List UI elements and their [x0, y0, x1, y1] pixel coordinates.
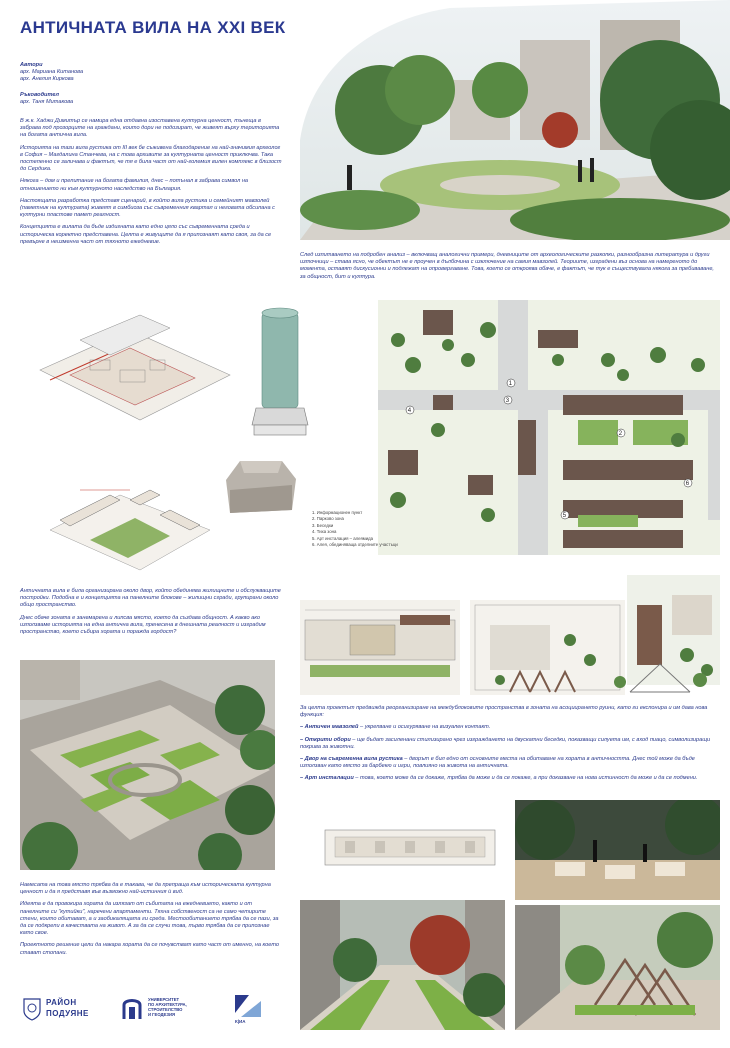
intro-paragraph: Настоящата разработка представя сценарий, в който вила рустика и семейният мавзолей (паметник на културата) живеят в симбиоза със съвременния квартал и неговата обсипана с културни пластове памет реалност. [20, 197, 275, 219]
proposal-text [300, 705, 720, 788]
university-logo-line: ПО АРХИТЕКТУРА, [148, 1002, 187, 1007]
district-logo [22, 995, 102, 1035]
district-crest-icon [22, 997, 42, 1021]
plan-number: 2 [618, 431, 623, 437]
intro-paragraph: В ж.к. Хаджи Димитър се намира една отдавна изоставена културна ценност, тънеща в забрава под прозорците на граждани, които дори не подозират, че живеят върху територията на богата антична вила. [20, 118, 280, 139]
proposal-item [300, 756, 720, 770]
villa-text [20, 588, 282, 641]
legend-item: 1. Информационен пункт [312, 510, 363, 515]
kia-logo-text: К|ИА [235, 1019, 246, 1024]
villa-paragraph: Днес обаче зоната е занемарена и липсва място, което да създава общност. А какво ако използваме историята на една антична вила, пренесена в днешната реалност и изградим пространство, което събира хората и поражда гордост? [20, 614, 266, 636]
proposal-item [300, 775, 720, 782]
master-plan-image [378, 300, 720, 555]
proposal-item-title: – Античен мавзолей [300, 724, 359, 731]
stone-base-photo [220, 455, 300, 520]
legend-item: 2. Парково зона [312, 516, 344, 522]
intro-paragraph: Някога – дом и препитание на богата фамилия, днес – потънал в забрава символ на отношението ни към културното наследство на България. [20, 178, 249, 192]
proposal-item-text: – ще бъдат засиленани стилизирано чрез изграждането на двускатни беседки, показващи силуета им, с вход пиацо, символизиращи покрива за животни. [300, 736, 711, 750]
kia-logo [233, 993, 273, 1029]
authors-block [20, 62, 170, 84]
proposal-item [300, 737, 720, 751]
garden-render-image [300, 900, 505, 1030]
authors-heading: Автори [20, 62, 43, 68]
axonometric-drawing-top [20, 300, 240, 430]
proposal-item-text: – това, което може да се докаже, трябва да може и да се покаже, а при доказване на нова истинност да може и да се подмени. [353, 775, 698, 782]
district-logo-line2: ПОДУЯНЕ [46, 1009, 89, 1018]
night-render-image [515, 800, 720, 900]
hero-render-image [300, 0, 730, 240]
intro-paragraph: Историята на тази вила рустика от III век бе съживена благодарение на най-значимия археолог в София – Магдалина Станчева, на с това архивите за културната ценност приключва. Така постепенно се заличава и фактът, че тя е била част от най-големия вилен комплекс в близост до Сердика. [20, 144, 282, 173]
column-model-image [250, 305, 310, 440]
supervisor-block [20, 92, 170, 106]
legend-item: 4. Тиха зона [312, 529, 337, 535]
proposal-item-text: – укрепване и осигуряване на визуален контакт. [358, 724, 491, 731]
supervisor-heading: Ръководител [20, 92, 60, 98]
analysis-text: След изпитването на подробен анализ – включващ аналогични примери, дневниците от археологическите разкопки, разнообразна литература и други източници – става ясно, че обектът не е проучен в дълбочина с изключение на самия мавзолей. Теориите, изградени въз основа на намереното до момента, оставят дискусионни и подлежат на опровергаване. Това, което се откроява обаче, е фактът, че тук е съществувала някога за пребиваване, за общност, бит и култура. [300, 252, 714, 280]
intro-text [20, 118, 282, 251]
kia-mark-icon [233, 993, 263, 1019]
site-section-plan-left [300, 600, 460, 695]
university-logo-line: И ГЕОДЕЗИЯ [148, 1012, 175, 1017]
aerial-render-image [20, 660, 275, 870]
bottom-text [20, 882, 282, 962]
plan-number: 4 [407, 408, 412, 414]
proposal-item-title: – Открити обори [300, 736, 351, 743]
university-logo [120, 995, 210, 1035]
plan-legend [312, 510, 422, 548]
university-logo-line: СТРОИТЕЛСТВО [148, 1007, 183, 1012]
author-name: арх. Мариана Китанова [20, 69, 84, 76]
bottom-paragraph: Намесата на това място трябва да е такава, че да препраща към историческата културна ценност и да я представя във възможно най-истинния ѝ вид. [20, 882, 271, 896]
university-logo-line: УНИВЕРСИТЕТ [148, 997, 180, 1002]
pavilion-render-image [515, 905, 720, 1030]
villa-paragraph: Античната вила е била организирана около двор, който обединява жилищните и обслужващите постройки. Подобна е и концепцията на панелните блокове – жилищни сгради, групирани около общо пространство. [20, 588, 281, 609]
author-name: арх. Анелия Киркова [20, 76, 74, 83]
proposal-item-title: – Арт инсталации [300, 775, 354, 782]
district-logo-line1: РАЙОН [46, 998, 77, 1007]
plan-number: 3 [505, 398, 510, 404]
proposal-item-text: – дворът е бил едно от основните места на обитаване на хората в античността. Днес той може да бъде използван като място за барбекю и игри, повлияно на живота на античната. [300, 756, 695, 770]
bottom-paragraph: Идеята е да провокира хората да излязат от събитата на ежедневието, както и от панелните си "кутийки", наречени апартаменти. Тяхна собственост са не само четирите стени, които обитават, а и заобикалящата ги среда. Местообитанието трябва да се пази, за да се подкрепи в качествата на живот. А за да се случи това, първо трябва да се припознае като свое. [20, 901, 279, 937]
pavilion-sketch [500, 652, 720, 697]
legend-item: 6. Алея, обединяваща отделните участъци [312, 542, 398, 548]
university-emblem-icon [120, 995, 144, 1021]
proposal-lead: За целта проектът предвижда реорганизиране на междублоковите пространства в зоната на асоциирането руини, като ги експонира и им дава нова функция: [300, 705, 708, 719]
page-title: АНТИЧНАТА ВИЛА НА XXI ВЕК [20, 18, 286, 37]
legend-item: 5. Арт инсталация – алеямида [312, 535, 374, 541]
intro-paragraph: Концепцията е вилата да бъде издигната като едно цяло със съвременната среда и историческа коректно представена. Целта е живущите да я припознаят като своя, за да се превърне в неизменна част от тяхното ежедневие. [20, 224, 272, 245]
university-logo-text [148, 997, 187, 1017]
supervisor-name: арх. Таня Митакова [20, 99, 74, 106]
mausoleum-drawing [315, 815, 505, 885]
legend-item: 3. Беседки [312, 522, 334, 528]
axonometric-drawing-bottom [40, 460, 215, 575]
proposal-item [300, 724, 720, 731]
bottom-paragraph: Проектното решение цели да накара хората да се почувстват като част от именно, на което стават стопани. [20, 942, 280, 956]
plan-number: 6 [685, 481, 690, 487]
plan-number: 1 [508, 381, 513, 387]
proposal-item-title: – Двор на съвременна вила рустика [300, 756, 403, 763]
plan-number: 5 [562, 513, 567, 519]
